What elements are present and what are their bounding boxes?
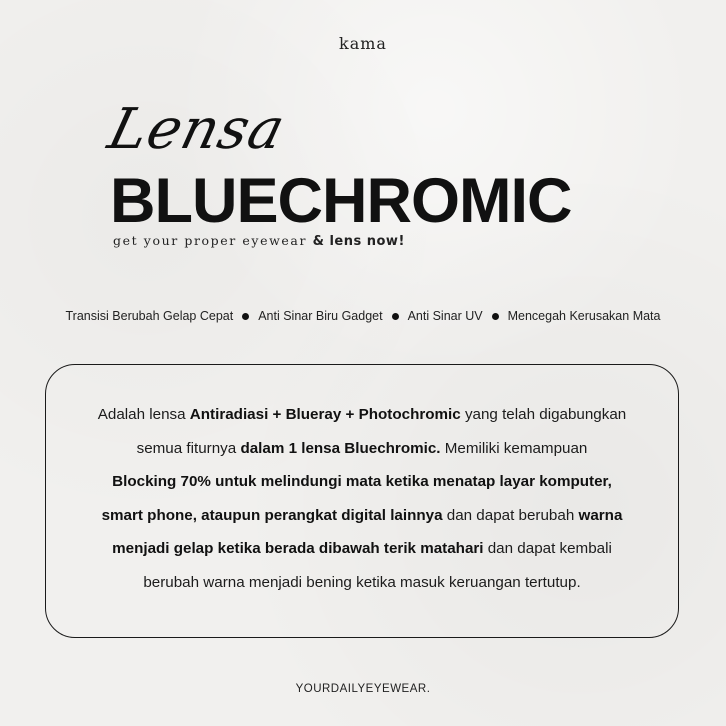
text-emphasis: Antiradiasi + Blueray + Photochromic bbox=[189, 406, 461, 423]
script-title: Lensa bbox=[102, 97, 292, 162]
bullet-icon bbox=[492, 313, 499, 320]
description-line bbox=[45, 398, 679, 432]
bullet-icon bbox=[392, 313, 399, 320]
main-title: BLUECHROMIC bbox=[110, 166, 572, 236]
text-emphasis: Blocking 70% untuk melindungi mata ketika menatap layar komputer, bbox=[112, 473, 612, 491]
description-text bbox=[45, 398, 679, 600]
text-emphasis: warna bbox=[578, 506, 623, 524]
tagline bbox=[113, 233, 405, 249]
text-segment: dan dapat berubah bbox=[442, 506, 579, 524]
tagline-bold: & lens now! bbox=[312, 234, 405, 249]
text-emphasis: dalam 1 lensa Bluechromic. bbox=[240, 439, 441, 457]
description-line bbox=[45, 532, 679, 566]
feature-list bbox=[0, 309, 726, 323]
description-line bbox=[45, 465, 679, 499]
text-segment: dan dapat kembali bbox=[483, 540, 612, 558]
description-line bbox=[45, 566, 679, 600]
text-emphasis: smart phone, ataupun perangkat digital lainnya bbox=[101, 506, 443, 524]
brand-logo: kama bbox=[339, 34, 387, 53]
text-segment: semua fiturnya bbox=[136, 439, 241, 457]
bullet-icon bbox=[242, 313, 249, 320]
text-segment: yang telah digabungkan bbox=[460, 406, 627, 423]
feature-item: Anti Sinar UV bbox=[407, 309, 483, 323]
footer-handle: YOURDAILYEYEWEAR. bbox=[295, 683, 431, 695]
description-line bbox=[45, 432, 679, 466]
feature-item: Anti Sinar Biru Gadget bbox=[258, 309, 383, 323]
text-segment: Adalah lensa bbox=[97, 406, 190, 423]
text-segment: Memiliki kemampuan bbox=[440, 439, 588, 457]
tagline-light: get your proper eyewear bbox=[113, 233, 308, 248]
description-line bbox=[45, 499, 679, 533]
text-segment: berubah warna menjadi bening ketika masuk keruangan tertutup. bbox=[143, 573, 581, 591]
feature-item: Transisi Berubah Gelap Cepat bbox=[65, 309, 234, 323]
feature-item: Mencegah Kerusakan Mata bbox=[507, 309, 661, 323]
text-emphasis: menjadi gelap ketika berada dibawah terik matahari bbox=[112, 540, 484, 558]
